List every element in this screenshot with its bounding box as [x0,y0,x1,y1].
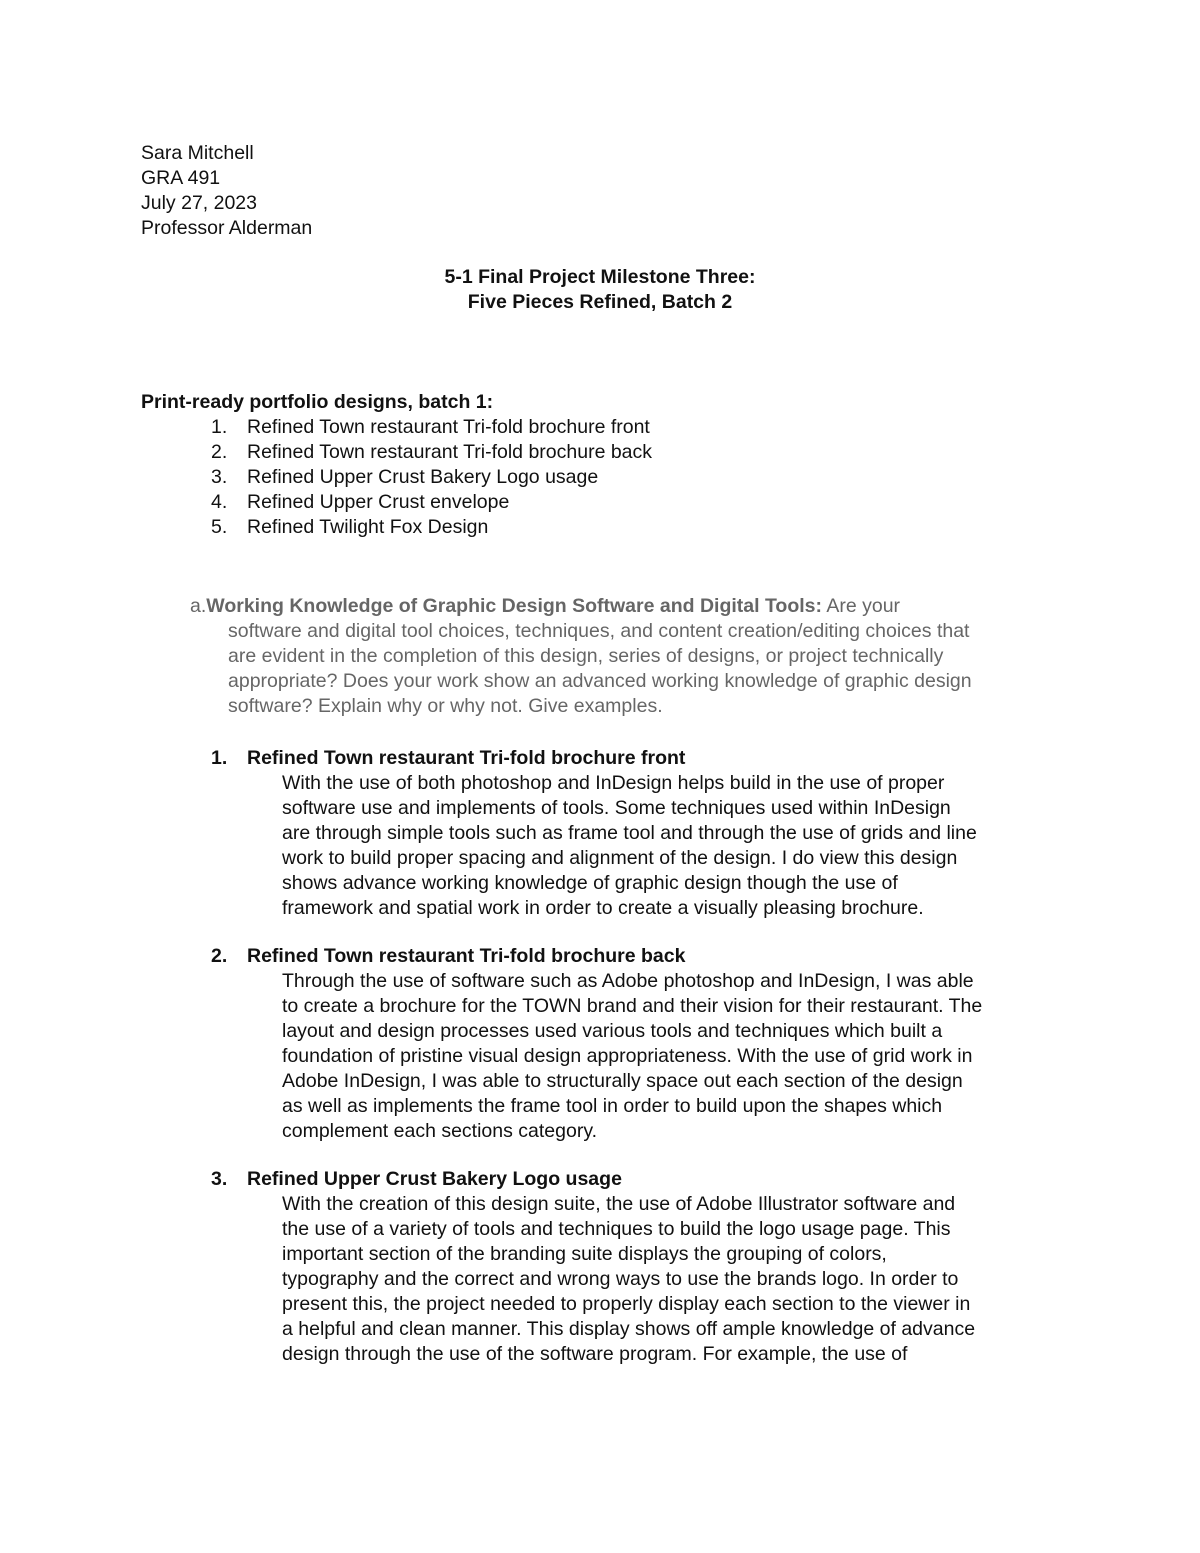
answer-body [141,969,1072,1144]
prompt-title: Working Knowledge of Graphic Design Software and Digital Tools: [206,595,823,617]
prompt-line: software? Explain why or why not. Give examples. [228,695,663,717]
answer-title [141,1167,1091,1192]
list-item [141,515,652,540]
answer-line: shows advance working knowledge of graphic design though the use of [282,872,898,894]
answer-title [141,944,1091,969]
list-number: 2. [211,441,228,463]
answer-line: framework and spatial work in order to create a visually pleasing brochure. [282,897,924,919]
answer-line: important section of the branding suite displays the grouping of colors, [282,1243,887,1265]
answer-line: work to build proper spacing and alignment of the design. I do view this design [282,847,958,869]
answer-line: foundation of pristine visual design appropriateness. With the use of grid work in [282,1045,973,1067]
answer-section-2 [141,944,1091,1144]
answer-section-1 [141,746,1091,921]
prompt-line: software and digital tool choices, techniques, and content creation/editing choices that [228,620,970,642]
list-number: 1. [211,416,228,438]
title-line-1: 5-1 Final Project Milestone Three: [444,266,756,288]
list-number: 4. [211,491,228,513]
professor-name: Professor Alderman [141,217,313,239]
answer-number: 2. [211,945,228,967]
answer-line: a helpful and clean manner. This display shows off ample knowledge of advance [282,1318,976,1340]
list-item-label: Refined Twilight Fox Design [247,516,489,538]
answer-line: present this, the project needed to properly display each section to the viewer in [282,1293,971,1315]
list-item-label: Refined Town restaurant Tri-fold brochure back [247,441,653,463]
student-header [141,141,312,241]
list-number: 3. [211,466,228,488]
list-number: 5. [211,516,228,538]
answer-line: software use and implements of tools. Some techniques used within InDesign [282,797,951,819]
prompt-body [190,619,1078,719]
answer-number: 1. [211,747,228,769]
answer-line: are through simple tools such as frame tool and through the use of grids and line [282,822,977,844]
list-item [141,490,652,515]
portfolio-heading: Print-ready portfolio designs, batch 1: [141,391,494,413]
prompt-first-line-rest: Are your [822,595,901,617]
answer-line: Adobe InDesign, I was able to structurally space out each section of the design [282,1070,963,1092]
answer-line: With the creation of this design suite, the use of Adobe Illustrator software and [282,1193,956,1215]
answer-line: layout and design processes used various tools and techniques which built a [282,1020,943,1042]
answer-line: Through the use of software such as Adobe photoshop and InDesign, I was able [282,970,974,992]
list-item-label: Refined Upper Crust envelope [247,491,510,513]
list-item [141,465,652,490]
answer-body [141,771,1072,921]
answer-title-text: Refined Town restaurant Tri-fold brochure back [247,945,686,967]
prompt-line: appropriate? Does your work show an advanced working knowledge of graphic design [228,670,972,692]
prompt-line: are evident in the completion of this design, series of designs, or project technically [228,645,944,667]
list-item-label: Refined Town restaurant Tri-fold brochure front [247,416,650,438]
answer-line: With the use of both photoshop and InDesign helps build in the use of proper [282,772,945,794]
answer-line: design through the use of the software program. For example, the use of [282,1343,908,1365]
answer-line: as well as implements the frame tool in order to build upon the shapes which [282,1095,943,1117]
answer-title-text: Refined Upper Crust Bakery Logo usage [247,1168,622,1190]
document-date: July 27, 2023 [141,192,258,214]
answer-line: the use of a variety of tools and techniques to build the logo usage page. This [282,1218,951,1240]
document-title [0,265,1200,315]
answer-line: typography and the correct and wrong ways to use the brands logo. In order to [282,1268,959,1290]
portfolio-list [141,415,652,540]
answer-section-3 [141,1167,1091,1367]
prompt-letter: a. [190,595,207,617]
answer-title-text: Refined Town restaurant Tri-fold brochure front [247,747,686,769]
author-name: Sara Mitchell [141,142,254,164]
answer-line: to create a brochure for the TOWN brand and their vision for their restaurant. The [282,995,983,1017]
course-code: GRA 491 [141,167,221,189]
list-item [141,415,652,440]
prompt-first-line [190,594,1070,619]
answer-title [141,746,1091,771]
answer-body [141,1192,1072,1367]
answer-line: complement each sections category. [282,1120,598,1142]
list-item-label: Refined Upper Crust Bakery Logo usage [247,466,599,488]
title-line-2: Five Pieces Refined, Batch 2 [467,291,733,313]
list-item [141,440,652,465]
rubric-prompt [190,594,1070,719]
answer-number: 3. [211,1168,228,1190]
